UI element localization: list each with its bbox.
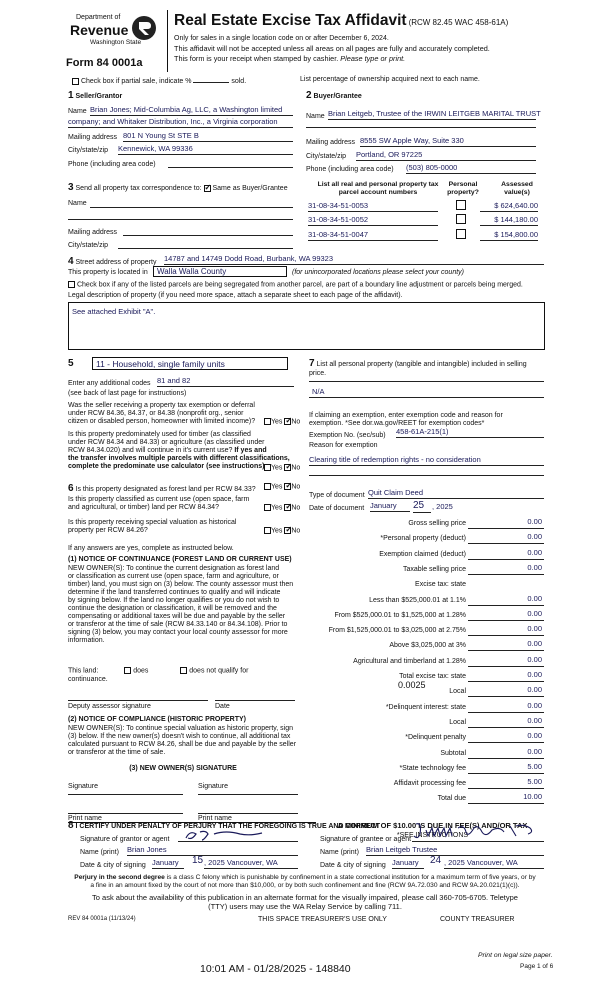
- fee-value-15: 0.00: [527, 746, 542, 756]
- grantee-sig-label: Signature of grantee or agent: [320, 836, 412, 843]
- hist-yes-no: [264, 527, 300, 535]
- q1-line1: Was the seller receiving a property tax exemption or deferral: [68, 402, 255, 409]
- q2-yes-checkbox[interactable]: [264, 464, 271, 471]
- new-owner-print-2[interactable]: [198, 808, 298, 814]
- title-ref: (RCW 82.45 WAC 458-61A): [408, 18, 509, 27]
- buyer-heading: [306, 90, 362, 102]
- notice2-title: (2) NOTICE OF COMPLIANCE (HISTORIC PROPERTY): [68, 716, 246, 723]
- note3-text: This form is your receipt when stamped by cashier.: [174, 54, 339, 63]
- buyer-title: Buyer/Grantee: [313, 93, 362, 100]
- q2-line2: under RCW 84.34 and 84.33) or agriculture (as classified under: [68, 439, 265, 447]
- section3-name-label: Name: [68, 200, 87, 207]
- fee-label-15: Subtotal: [440, 749, 466, 757]
- dor-logo: [66, 12, 162, 58]
- cu-yes-no: [264, 504, 300, 512]
- timber-question: [68, 431, 290, 471]
- grantor-name-label: Name (print): [80, 849, 119, 856]
- grantee-date-rest[interactable]: , 2025 Vancouver, WA: [444, 859, 544, 869]
- buyer-city-field[interactable]: Portland, OR 97225: [356, 151, 536, 161]
- section7-num: 7: [309, 358, 315, 369]
- q2-no-checkbox[interactable]: [284, 464, 291, 471]
- continuance-label: continuance.: [68, 676, 108, 683]
- fee-value-5: 0.00: [527, 593, 542, 603]
- additional-codes-label: Enter any additional codes: [68, 380, 151, 387]
- rev-label: REV 84 0001a (11/13/24): [68, 916, 136, 922]
- located-label: This property is located in: [68, 269, 148, 276]
- seller-phone-label: Phone (including area code): [68, 161, 156, 168]
- fee-label-2: Exemption claimed (deduct): [379, 550, 466, 558]
- partial-sale-label: Check box if partial sale, indicate %: [80, 78, 192, 85]
- fee-value-9: 0.00: [527, 654, 542, 664]
- section4-num: 4: [68, 256, 74, 267]
- seller-mailing-field[interactable]: 801 N Young St STE B: [123, 132, 293, 142]
- hist-yes-checkbox[interactable]: [264, 527, 271, 534]
- notice1-text: [68, 565, 298, 645]
- q1-no-label: No: [291, 418, 301, 426]
- does-label: does: [133, 667, 149, 675]
- n1-l5: continue the designation or classification, it will be removed and the: [68, 605, 277, 613]
- q2-bold-1: If yes and: [234, 447, 267, 455]
- note3-italic: Please type or print.: [340, 54, 406, 63]
- grantor-date-month[interactable]: January: [152, 859, 184, 869]
- fee-value-7: 0.00: [527, 624, 542, 634]
- personal-col-header: Personal property?: [447, 181, 479, 196]
- parcel-number-3[interactable]: 31-08-34-51-0047: [308, 231, 438, 241]
- dept-line2: Revenue: [70, 22, 129, 38]
- fee-value-1: 0.00: [527, 532, 542, 542]
- dor-emblem-icon: [130, 14, 158, 42]
- personal-checkbox-1[interactable]: [456, 200, 466, 210]
- n2-l0: NEW OWNER(S): To continue special valuation as historic property, sign: [68, 725, 293, 732]
- fee-value-16: 5.00: [527, 761, 542, 771]
- q2-line1: Is this property predominately used for timber (as classified: [68, 431, 251, 438]
- fee-label-10: Total excise tax: state: [399, 673, 466, 680]
- section8-num: 8: [68, 820, 74, 831]
- street-address-field[interactable]: 14787 and 14749 Dodd Road, Burbank, WA 99323: [164, 255, 544, 265]
- header-note2: This affidavit will not be accepted unless all areas on all pages are fully and accurately completed.: [174, 44, 490, 53]
- doc-date-month[interactable]: January: [370, 502, 410, 512]
- certify-text: I CERTIFY UNDER PENALTY OF PERJURY THAT THE FOREGOING IS TRUE AND CORRECT: [75, 823, 381, 830]
- section3-text: Send all property tax correspondence to:: [75, 185, 202, 192]
- deputy-signature-line[interactable]: [68, 695, 208, 701]
- new-owner-print-1[interactable]: [68, 808, 183, 814]
- n2-l1: (3) below. If the new owner(s) doesn't wish to continue, all additional tax: [68, 733, 291, 741]
- n2-l3: or transferor at the time of sale.: [68, 749, 166, 757]
- fee-label-5: Less than $525,000.01 at 1.1%: [369, 596, 466, 604]
- partial-sale-row: [72, 76, 246, 86]
- exemption-text: [309, 412, 503, 428]
- q2-line3-text: RCW 84.34.020) and will continue in it's current use?: [68, 447, 233, 455]
- fee-value-12: 0.00: [527, 700, 542, 710]
- header-note3: [174, 55, 405, 63]
- q2-yes-no: [264, 464, 300, 472]
- personal-checkbox-3[interactable]: [456, 229, 466, 239]
- hist-line2: property per RCW 84.26?: [68, 527, 148, 535]
- forest-yes-no: [264, 483, 300, 491]
- county-select[interactable]: Walla Walla County: [153, 266, 287, 277]
- partial-sale-checkbox[interactable]: [72, 78, 79, 85]
- street-label: Street address of property: [75, 259, 157, 266]
- section5-num: 5: [68, 358, 74, 369]
- this-land-row: [68, 667, 248, 675]
- fee-label-14: *Delinquent penalty: [405, 734, 466, 742]
- parcel-col-header: List all real and personal property tax parcel account numbers: [317, 181, 439, 196]
- deputy-date-label: Date: [215, 703, 230, 710]
- current-use-question: [68, 496, 263, 512]
- cu-no-checkbox[interactable]: [284, 504, 291, 511]
- print-label-2: Print name: [198, 815, 232, 822]
- grantee-date-month[interactable]: January: [392, 859, 424, 869]
- exemption-no-label: Exemption No. (sec/sub): [309, 432, 386, 439]
- n1-l4: by signing below. If the land no longer qualifies or you do not wish to: [68, 597, 280, 605]
- hist-no-checkbox[interactable]: [284, 527, 291, 534]
- assessed-value-1[interactable]: $ 624,640.00: [480, 202, 538, 212]
- doc-type-field[interactable]: Quit Claim Deed: [368, 489, 544, 499]
- header-note1: Only for sales in a single location code on or after December 6, 2024.: [174, 35, 389, 42]
- historic-question: [68, 519, 263, 535]
- personal-property-line2[interactable]: [309, 396, 544, 398]
- assessed-value-3[interactable]: $ 154,800.00: [480, 231, 538, 241]
- fee-label-11: Local: [449, 688, 466, 696]
- section3-mailing-label: Mailing address: [68, 229, 118, 236]
- deputy-label: Deputy assessor signature: [68, 703, 151, 710]
- section3-name-field[interactable]: [90, 202, 293, 208]
- legal-description-box[interactable]: [68, 302, 545, 350]
- q2-bold-2: the transfer involves multiple parcels with different classifications,: [68, 455, 290, 463]
- section6-num: 6: [68, 483, 74, 494]
- does-checkbox[interactable]: [124, 667, 131, 674]
- personal-property-line1[interactable]: [309, 380, 544, 382]
- grantee-signature: [412, 820, 544, 842]
- doc-type-label: Type of document: [309, 492, 365, 499]
- fee-label-0: Gross selling price: [408, 520, 466, 527]
- perjury-line2: a fine in an amount fixed by the court of not more than $10,000, or by both such confinement and fine (RCW 9A.72.030 and RCW 9A.20.021(1)(c)).: [90, 881, 520, 889]
- grantee-signature-field[interactable]: [412, 832, 544, 842]
- assessed-col-header: Assessed value(s): [501, 181, 533, 196]
- perjury-bold: Perjury in the second degree: [74, 874, 165, 881]
- n1-l1: or classification as current use (open space, farm and agriculture, or: [68, 573, 279, 581]
- q2-bold-3: complete the predominate use calculator (see instructions): [68, 463, 265, 471]
- alt-format-notice: [60, 894, 550, 911]
- forest-question: [68, 483, 256, 495]
- fee-value-3: 0.00: [527, 562, 542, 572]
- see-back-note: (see back of last page for instructions): [68, 390, 187, 397]
- treasurer-use-label: THIS SPACE TREASURER'S USE ONLY: [258, 916, 387, 923]
- cu-line1: Is this property classified as current use (open space, farm: [68, 496, 250, 503]
- title-text: Real Estate Excise Tax Affidavit: [174, 12, 407, 29]
- partial-sale-sold: sold.: [231, 78, 247, 85]
- perjury-line1: [60, 874, 550, 882]
- exemption-no-field[interactable]: 458-61A-215(1): [396, 428, 544, 438]
- q1-yes-label: Yes: [271, 418, 283, 426]
- grantee-date-day[interactable]: 24: [430, 855, 442, 866]
- section3-mailing-field[interactable]: [123, 230, 293, 236]
- cu-yes-label: Yes: [271, 504, 283, 512]
- grantor-date-label: Date & city of signing: [80, 862, 146, 869]
- fee-label-1: *Personal property (deduct): [380, 535, 466, 543]
- n1-l8: signing (3) below, you may contact your local county assessor for more: [68, 629, 288, 637]
- grantor-signature: [178, 828, 298, 842]
- section7-heading: [309, 358, 544, 378]
- q2-yes-label: Yes: [271, 464, 283, 472]
- fee-label-17: Affidavit processing fee: [393, 780, 466, 788]
- alt-line1: To ask about the availability of this publication in an alternate format for the visually impaired, please call 360-705-6705. Teletype: [92, 893, 518, 902]
- notice2-text: [68, 725, 296, 757]
- print-label-1: Print name: [68, 815, 102, 822]
- buyer-mailing-label: Mailing address: [306, 139, 356, 146]
- same-as-buyer-label: Same as Buyer/Grantee: [212, 185, 288, 192]
- forest-yes-label: Yes: [271, 483, 283, 491]
- buyer-phone-label: Phone (including area code): [306, 166, 394, 173]
- q2-line3: [68, 447, 268, 455]
- section3-name-field-2[interactable]: [68, 214, 293, 220]
- fee-label-6: From $525,000.01 to $1,525,000 at 1.28%: [334, 611, 466, 619]
- section4-street-row: [68, 256, 156, 268]
- doc-date-year: , 2025: [432, 502, 453, 511]
- minimum-note: A MINIMUM OF $10.00 IS DUE IN FEE(S) AND/OR TAX: [337, 821, 528, 830]
- hist-no-label: No: [291, 527, 301, 535]
- segregated-checkbox[interactable]: [68, 281, 75, 288]
- this-land-label: This land:: [68, 667, 99, 675]
- hist-yes-label: Yes: [271, 527, 283, 535]
- reason-field[interactable]: Clearing title of redemption rights - no consideration: [309, 456, 544, 466]
- grantee-date-label: Date & city of signing: [320, 862, 386, 869]
- seller-city-field[interactable]: Kennewick, WA 99336: [118, 145, 293, 155]
- grantor-signature-field[interactable]: [178, 832, 298, 842]
- local-rate[interactable]: 0.0025: [398, 680, 426, 690]
- does-not-checkbox[interactable]: [180, 667, 187, 674]
- perjury-text1: is a class C felony which is punishable by confinement in a state correctional institution for a maximum term of five years, or by: [164, 874, 536, 881]
- doc-date-label: Date of document: [309, 505, 365, 512]
- ex-l1: exemption. *See dor.wa.gov/REET for exemption codes*: [309, 420, 485, 428]
- seller-title: Seller/Grantor: [75, 93, 123, 100]
- buyer-name-label: Name: [306, 113, 325, 120]
- n2-l2: calculated pursuant to RCW 84.26, shall be due and payable by the seller: [68, 741, 297, 749]
- q1-line2: under RCW 84.36, 84.37, or 84.38 (nonprofit org., senior: [68, 410, 244, 418]
- additional-codes-field[interactable]: 81 and 82: [157, 377, 294, 387]
- buyer-phone-field[interactable]: (503) 805-0000: [406, 164, 536, 174]
- notice1-title: (1) NOTICE OF CONTINUANCE (FOREST LAND OR CURRENT USE): [68, 556, 292, 563]
- fee-value-17: 5.00: [527, 777, 542, 787]
- same-as-buyer-checkbox[interactable]: [204, 185, 211, 192]
- personal-checkbox-2[interactable]: [456, 214, 466, 224]
- forest-question-text: Is this property designated as forest land per RCW 84.33?: [75, 486, 256, 493]
- if-yes-note: If any answers are yes, complete as instructed below.: [68, 545, 234, 552]
- q1-line3: citizen or disabled person, homeowner with limited income)?: [68, 418, 256, 426]
- grantor-sig-label: Signature of grantor or agent: [80, 836, 170, 843]
- n1-l3: determine if the land transferred continues to qualify and will indicate: [68, 589, 281, 597]
- fee-label-8: Above $3,025,000 at 3%: [389, 642, 466, 650]
- buyer-num: 2: [306, 90, 312, 101]
- doc-date-day[interactable]: 25: [413, 500, 431, 513]
- q2-no-label: No: [291, 464, 301, 472]
- fee-label-18: Total due: [437, 795, 466, 803]
- seller-city-label: City/state/zip: [68, 147, 109, 154]
- buyer-city-label: City/state/zip: [306, 153, 347, 160]
- fee-value-6: 0.00: [527, 608, 542, 618]
- legal-description-value: See attached Exhibit "A".: [72, 307, 156, 316]
- segregated-label: Check box if any of the listed parcels are being segregated from another parcel, are part of a boundary line adjustment or parcels being merged.: [76, 281, 523, 289]
- fee-label-7: From $1,525,000.01 to $3,025,000 at 2.75%: [328, 627, 466, 635]
- alt-line2: (TTY) users may use the WA Relay Service by calling 711.: [208, 901, 402, 911]
- cu-no-label: No: [291, 504, 301, 512]
- fee-label-13: Local: [449, 718, 466, 726]
- notice3-title: (3) NEW OWNER(S) SIGNATURE: [129, 765, 237, 772]
- header-divider: [167, 10, 168, 72]
- seller-name-label: Name: [68, 108, 87, 115]
- page-number: Page 1 of 6: [520, 963, 554, 970]
- fee-label-16: *State technology fee: [399, 764, 466, 772]
- personal-property-value[interactable]: N/A: [312, 387, 325, 396]
- fee-label-4: Excise tax: state: [415, 581, 466, 589]
- fee-label-9: Agricultural and timberland at 1.28%: [353, 657, 466, 665]
- sig-label-1: Signature: [68, 783, 98, 790]
- grantor-date-rest[interactable]: , 2025 Vancouver, WA: [204, 859, 298, 869]
- n1-l9: information.: [68, 637, 105, 645]
- grantee-name-label: Name (print): [320, 849, 359, 856]
- form-title: [174, 12, 508, 30]
- buyer-mailing-field[interactable]: 8555 SW Apple Way, Suite 330: [360, 137, 536, 147]
- section3-city-field[interactable]: [118, 243, 293, 249]
- n1-l2: timber) land, you must sign on (3) below. The county assessor must then: [68, 581, 294, 589]
- assessed-value-2[interactable]: $ 144,180.00: [480, 216, 538, 226]
- fee-value-2: 0.00: [527, 547, 542, 557]
- print-legal-note: Print on legal size paper.: [478, 952, 553, 959]
- county-note: (for unincorporated locations please select your county): [292, 269, 464, 276]
- seller-heading: [68, 90, 122, 102]
- recording-stamp: 10:01 AM - 01/28/2025 - 148840: [200, 963, 351, 975]
- fee-value-8: 0.00: [527, 639, 542, 649]
- exemption-question: [68, 402, 263, 426]
- fee-value-18: 10.00: [523, 792, 542, 802]
- section7-text: List all personal property (tangible and intangible) included in selling price.: [309, 361, 527, 377]
- q1-no-checkbox[interactable]: [284, 418, 291, 425]
- use-code-select[interactable]: 11 - Household, single family units: [92, 357, 288, 370]
- hist-line1: Is this property receiving special valuation as historical: [68, 519, 237, 526]
- section3-city-label: City/state/zip: [68, 242, 109, 249]
- cu-line2: and agricultural, or timber) land per RCW 84.34?: [68, 504, 219, 512]
- seller-name-field[interactable]: Brian Jones; Mid-Columbia Ag, LLC, a Washington limited: [90, 106, 293, 116]
- grantor-name-field[interactable]: Brian Jones: [127, 846, 298, 856]
- segregated-row: [68, 281, 523, 289]
- buyer-name-field[interactable]: Brian Leitgeb, Trustee of the IRWIN LEITGEB MARITAL TRUST: [328, 109, 541, 118]
- dept-line1: Department of: [76, 14, 121, 21]
- q1-yes-checkbox[interactable]: [264, 418, 271, 425]
- form-number: Form 84 0001a: [66, 57, 143, 69]
- section3-heading: [68, 182, 288, 194]
- grantee-name-field[interactable]: Brian Leitgeb Trustee: [366, 846, 544, 856]
- county-treasurer-label: COUNTY TREASURER: [440, 916, 515, 923]
- dept-line3: Washington State: [90, 39, 142, 46]
- forest-no-checkbox[interactable]: [284, 483, 291, 490]
- seller-phone-field[interactable]: [168, 160, 293, 168]
- see-instructions: *SEE INSTRUCTIONS: [396, 832, 469, 839]
- forest-no-label: No: [291, 483, 301, 491]
- ownership-note: List percentage of ownership acquired next to each name.: [300, 76, 480, 83]
- seller-num: 1: [68, 90, 74, 101]
- partial-sale-pct-field[interactable]: [193, 76, 229, 83]
- fee-value-0: 0.00: [527, 517, 542, 526]
- parcel-number-2[interactable]: 31-08-34-51-0052: [308, 216, 438, 226]
- does-not-label: does not qualify for: [189, 667, 249, 675]
- seller-name-field-2[interactable]: company; and Whitaker Distribution, Inc., a Virginia corporation: [68, 118, 293, 128]
- reason-label: Reason for exemption: [309, 442, 378, 449]
- fee-value-10: 0.00: [527, 670, 542, 679]
- fee-label-3: Taxable selling price: [402, 565, 466, 573]
- fee-value-14: 0.00: [527, 731, 542, 741]
- forest-yes-checkbox[interactable]: [264, 483, 271, 490]
- buyer-name-field-2[interactable]: [306, 126, 536, 128]
- ex-l0: If claiming an exemption, enter exemption code and reason for: [309, 412, 503, 419]
- reason-line2[interactable]: [309, 474, 544, 476]
- q1-yes-no: [264, 418, 300, 426]
- deputy-date-line[interactable]: [215, 695, 295, 701]
- perjury-notice: [60, 874, 550, 889]
- n1-l6: compensating or additional taxes will be due and payable by the seller: [68, 613, 286, 621]
- fee-label-12: *Delinquent interest: state: [385, 703, 466, 711]
- fee-value-11: 0.00: [527, 685, 542, 695]
- parcel-number-1[interactable]: 31-08-34-51-0053: [308, 202, 438, 212]
- sig-label-2: Signature: [198, 783, 228, 790]
- seller-mailing-label: Mailing address: [68, 134, 118, 141]
- section3-num: 3: [68, 182, 74, 193]
- n1-l7: or transferor at the time of sale (RCW 84.33.140 or 84.34.108). Prior to: [68, 621, 288, 629]
- n1-l0: NEW OWNER(S): To continue the current designation as forest land: [68, 565, 280, 572]
- cu-yes-checkbox[interactable]: [264, 504, 271, 511]
- legal-label: Legal description of property (if you need more space, attach a separate sheet to each page of the affidavit).: [68, 292, 403, 299]
- fee-value-13: 0.00: [527, 715, 542, 725]
- grantor-date-day[interactable]: 15: [192, 855, 204, 866]
